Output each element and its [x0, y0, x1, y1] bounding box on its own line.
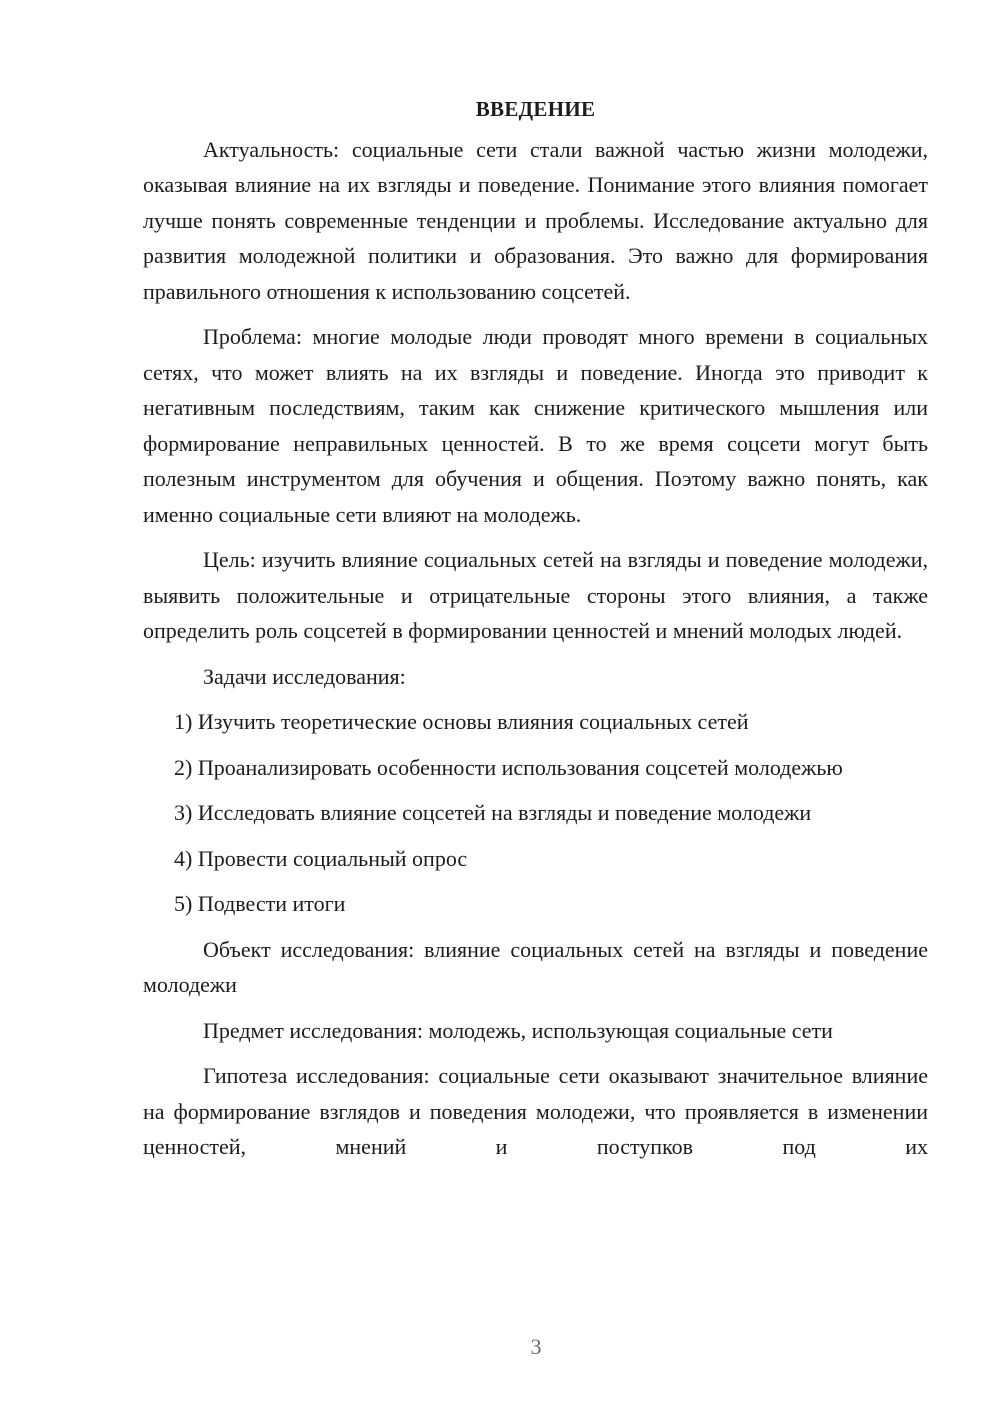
paragraph-object: Объект исследования: влияние социальных сетей на взгляды и поведение молодежи — [143, 936, 928, 997]
paragraph-hypothesis: Гипотеза исследования: социальные сети оказывают значительное влияние на формирование взглядов и поведения молодежи, что проявляется в изменении ценностей, мнений и поступков под их — [143, 1063, 928, 1159]
paragraph-relevance: Актуальность: социальные сети стали важной частью жизни молодежи, оказывая влияние на их взгляды и поведение. Понимание этого влияния помогает лучше понять современные тенденции и проблемы. Исследование актуально для развития молодежной политики и образования. Это важно для формирования правильного отношения к использованию соцсетей. — [143, 136, 928, 304]
paragraph-problem: Проблема: многие молодые люди проводят много времени в социальных сетях, что может влиять на их взгляды и поведение. Иногда это приводит к негативным последствиям, таким как снижение критического мышления или формирование неправильных ценностей. В то же время соцсети могут быть полезным инструментом для обучения и общения. Поэтому важно понять, как именно социальные сети влияют на молодежь. — [143, 324, 928, 527]
task-item-3: 3) Исследовать влияние соцсетей на взгляды и поведение молодежи — [174, 800, 812, 825]
paragraph-goal: Цель: изучить влияние социальных сетей на взгляды и поведение молодежи, выявить положительные и отрицательные стороны этого влияния, а также определить роль соцсетей в формировании ценностей и мнений молодых людей. — [143, 547, 928, 643]
task-item-5: 5) Подвести итоги — [174, 891, 346, 916]
task-item-1: 1) Изучить теоретические основы влияния социальных сетей — [174, 709, 749, 734]
task-item-2: 2) Проанализировать особенности использования соцсетей молодежью — [174, 754, 843, 780]
page-content — [143, 92, 928, 1175]
page-title: ВВЕДЕНИЕ — [475, 97, 596, 121]
paragraph-subject: Предмет исследования: молодежь, использующая социальные сети — [203, 1017, 833, 1043]
tasks-heading: Задачи исследования: — [203, 663, 406, 689]
task-item-4: 4) Провести социальный опрос — [174, 845, 468, 871]
page-number: 3 — [530, 1334, 542, 1359]
